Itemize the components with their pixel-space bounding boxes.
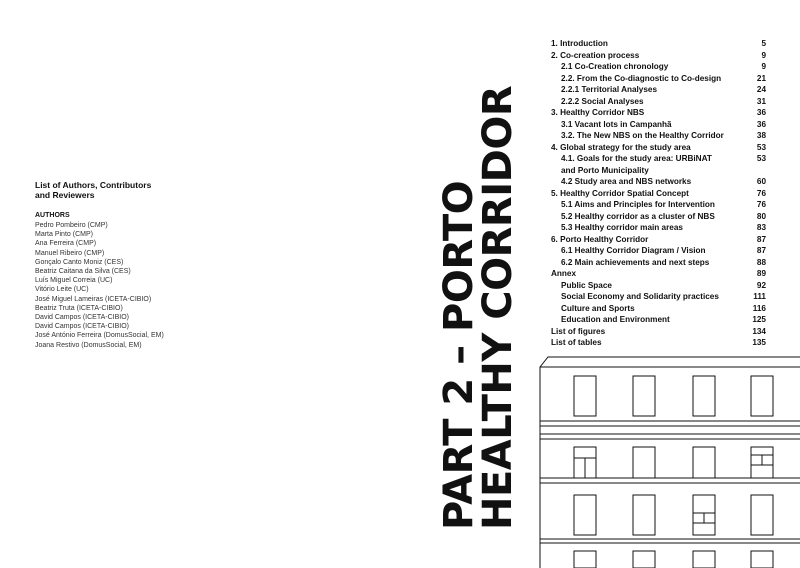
toc-entry-title: 2.2. From the Co-diagnostic to Co-design: [561, 73, 722, 83]
toc-entry-title: 4. Global strategy for the study area: [551, 142, 691, 152]
toc-entry[interactable]: [551, 38, 766, 50]
toc-entry-page: 89: [756, 269, 766, 278]
toc-entry[interactable]: [551, 303, 766, 315]
toc-entry[interactable]: [551, 130, 766, 142]
toc-entry-page: 83: [756, 223, 766, 232]
toc-entry[interactable]: [551, 199, 766, 211]
authors-list: [35, 221, 265, 350]
part-title-line-2: HEALTHY CORRIDOR: [475, 85, 521, 530]
toc-entry-page: 92: [756, 280, 766, 290]
toc-entry-page: 111: [753, 292, 766, 301]
toc-entry-page: 9: [761, 50, 766, 60]
author-entry: David Campos (ICETA-CIBIO): [35, 314, 129, 322]
toc-entry-page: 134: [752, 326, 766, 336]
toc-entry[interactable]: [551, 176, 766, 188]
toc-entry-title: Education and Environment: [561, 315, 670, 324]
toc-entry[interactable]: [551, 314, 766, 326]
toc-entry-page: 38: [756, 131, 766, 140]
toc-entry-page: 36: [756, 119, 766, 129]
toc-entry[interactable]: [551, 257, 766, 269]
authors-label: AUTHORS: [35, 212, 70, 219]
toc-entry[interactable]: [551, 73, 766, 85]
toc-entry[interactable]: [551, 119, 766, 131]
toc-entry-page: 31: [756, 96, 766, 106]
toc-entry-title: 5.1 Aims and Principles for Intervention: [561, 200, 715, 209]
part-title: [436, 85, 521, 530]
toc-entry[interactable]: [551, 268, 766, 280]
toc-entry-page: 5: [761, 39, 766, 48]
toc-entry-page: 135: [752, 338, 766, 347]
toc-entry-page: 87: [756, 234, 766, 244]
credits-block: [35, 180, 265, 350]
author-entry: Marta Pinto (CMP): [35, 231, 93, 239]
author-entry: José Miguel Lameiras (ICETA-CIBIO): [35, 295, 152, 303]
toc-entry[interactable]: [551, 107, 766, 119]
table-of-contents: [551, 38, 766, 349]
toc-entry-title: Culture and Sports: [561, 303, 635, 313]
toc-entry-page: 53: [756, 142, 766, 152]
toc-entry-title: List of figures: [551, 326, 606, 336]
author-entry: Ana Ferreira (CMP): [35, 240, 97, 248]
toc-entry-page: 60: [756, 177, 766, 186]
toc-entry[interactable]: [551, 61, 766, 73]
toc-entry-title: Social Economy and Solidarity practices: [561, 292, 719, 301]
author-entry: Beatriz Caitana da Silva (CES): [35, 268, 131, 276]
author-entry: Luís Miguel Correia (UC): [35, 277, 113, 285]
author-entry: Beatriz Truta (ICETA-CIBIO): [35, 304, 123, 312]
toc-entry-page: 116: [752, 303, 766, 313]
toc-entry[interactable]: [551, 280, 766, 292]
credits-heading: List of Authors, Contributors and Reviewers: [35, 180, 152, 200]
author-entry: Gonçalo Canto Moniz (CES): [35, 258, 124, 266]
toc-entry[interactable]: [551, 50, 766, 62]
toc-entry[interactable]: [551, 291, 766, 303]
toc-entry-title: 6.2 Main achievements and next steps: [561, 257, 710, 267]
author-entry: Manuel Ribeiro (CMP): [35, 249, 105, 257]
toc-entry-title: 3. Healthy Corridor NBS: [551, 108, 645, 117]
author-entry: David Campos (ICETA-CIBIO): [35, 323, 129, 331]
toc-entry-title: List of tables: [551, 338, 602, 347]
toc-entry-title: 6.1 Healthy Corridor Diagram / Vision: [561, 246, 706, 255]
toc-entry-title: Annex: [551, 269, 577, 278]
toc-entry-title: 1. Introduction: [551, 39, 608, 48]
toc-entry[interactable]: [551, 337, 766, 349]
toc-entry[interactable]: [551, 222, 766, 234]
toc-entry-title: 5.3 Healthy corridor main areas: [561, 223, 683, 232]
toc-entry-title: 5.2 Healthy corridor as a cluster of NBS: [561, 211, 715, 221]
toc-entry[interactable]: [551, 326, 766, 338]
toc-entry-title: 5. Healthy Corridor Spatial Concept: [551, 188, 689, 198]
toc-entry-title: 4.1. Goals for the study area: URBiNAT and Porto Municipality: [561, 154, 712, 175]
toc-entry-page: 76: [756, 200, 766, 209]
toc-entry-page: 9: [761, 62, 766, 71]
author-entry: José António Ferreira (DomusSocial, EM): [35, 332, 164, 340]
toc-entry-title: 4.2 Study area and NBS networks: [561, 177, 692, 186]
toc-entry[interactable]: [551, 211, 766, 223]
toc-entry-page: 24: [756, 85, 766, 94]
toc-entry-page: 36: [756, 108, 766, 117]
part-title-line-1: PART 2 – PORTO: [436, 180, 482, 530]
toc-entry-title: 2.2.2 Social Analyses: [561, 96, 644, 106]
toc-entry[interactable]: [551, 234, 766, 246]
toc-entry[interactable]: [551, 142, 766, 154]
building-illustration: [538, 355, 800, 568]
toc-entry-title: 3.2. The New NBS on the Healthy Corridor: [561, 131, 724, 140]
toc-entry-title: 2.2.1 Territorial Analyses: [561, 85, 658, 94]
author-entry: Vitório Leite (UC): [35, 286, 89, 294]
toc-entry-page: 76: [756, 188, 766, 198]
toc-entry-title: 2.1 Co-Creation chronology: [561, 62, 669, 71]
toc-entry-page: 87: [756, 246, 766, 255]
toc-entry-title: 3.1 Vacant lots in Campanhã: [561, 119, 672, 129]
toc-entry[interactable]: [551, 153, 766, 176]
toc-entry[interactable]: [551, 84, 766, 96]
toc-entry[interactable]: [551, 245, 766, 257]
toc-entry-title: 6. Porto Healthy Corridor: [551, 234, 649, 244]
toc-entry-page: 88: [756, 257, 766, 267]
toc-entry[interactable]: [551, 188, 766, 200]
author-entry: Joana Restivo (DomusSocial, EM): [35, 341, 142, 349]
toc-entry-title: Public Space: [561, 280, 612, 290]
author-entry: Pedro Pombeiro (CMP): [35, 222, 108, 229]
toc-entry-page: 21: [756, 73, 766, 83]
toc-entry-page: 53: [756, 154, 766, 163]
toc-entry-page: 125: [752, 315, 766, 324]
toc-entry-title: 2. Co-creation process: [551, 50, 640, 60]
toc-entry[interactable]: [551, 96, 766, 108]
toc-entry-page: 80: [756, 211, 766, 221]
